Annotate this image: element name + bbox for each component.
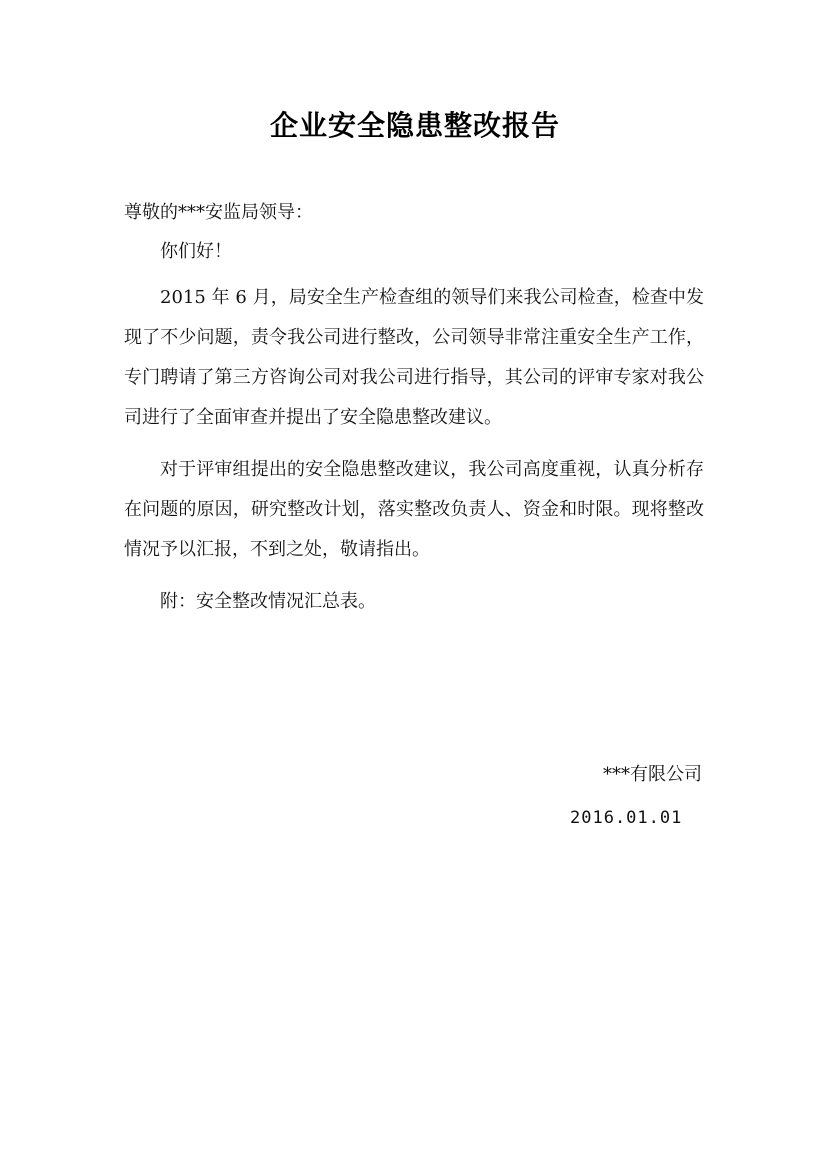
paragraph-inspection: 2015 年 6 月，局安全生产检查组的领导们来我公司检查，检查中发现了不少问题，责令我公司进行整改，公司领导非常注重安全生产工作，专门聘请了第三方咨询公司对我公司进行指导，其公司的评审专家对我公司进行了全面审查并提出了安全隐患整改建议。 <box>124 287 704 428</box>
paragraph-rectification: 对于评审组提出的安全隐患整改建议，我公司高度重视，认真分析存在问题的原因，研究整改计划，落实整改负责人、资金和时限。现将整改情况予以汇报，不到之处，敬请指出。 <box>124 459 704 560</box>
greeting: 你们好！ <box>160 241 232 262</box>
attachment-note: 附：安全整改情况汇总表。 <box>160 591 376 612</box>
document-title: 企业安全隐患整改报告 <box>269 109 560 142</box>
salutation: 尊敬的***安监局领导： <box>124 202 313 223</box>
company-signature: ***有限公司 <box>603 764 702 785</box>
document-date: 2016.01.01 <box>570 808 683 828</box>
